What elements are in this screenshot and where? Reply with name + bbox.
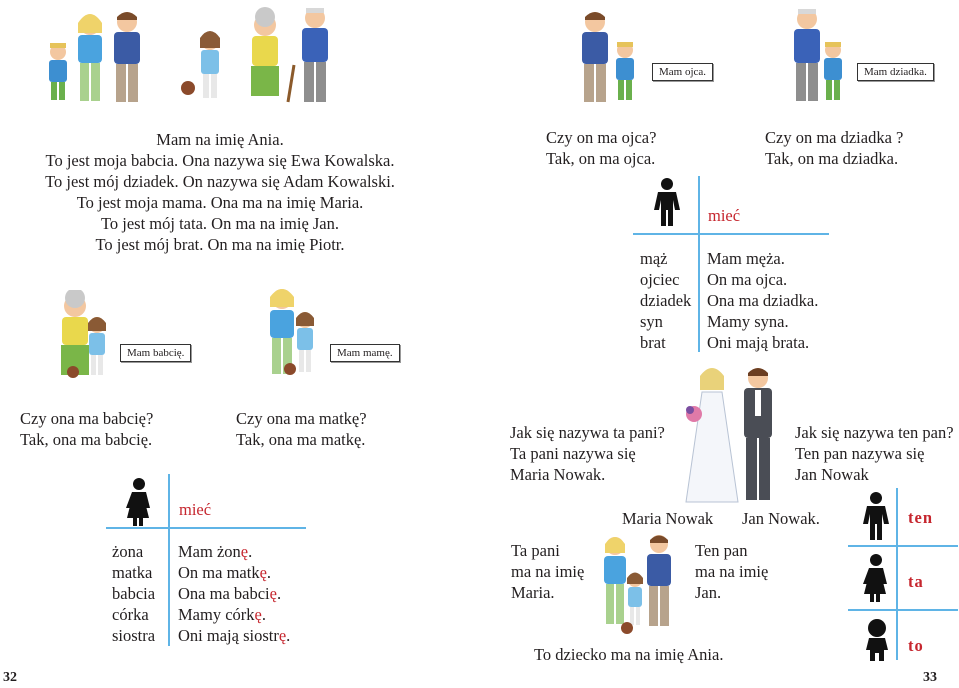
qa-babcia bbox=[20, 408, 153, 450]
noun: syn bbox=[640, 312, 663, 331]
noun: brat bbox=[640, 333, 666, 352]
pani-question bbox=[510, 422, 665, 485]
table-header-miec: mieć bbox=[708, 206, 741, 225]
family-illustration bbox=[20, 5, 340, 105]
page-number-left: 32 bbox=[3, 670, 17, 685]
sentence: Mamy córkę. bbox=[178, 605, 266, 624]
answer: Ten pan nazywa się bbox=[795, 444, 925, 463]
answer: Tak, on ma ojca. bbox=[546, 149, 656, 168]
question: Czy on ma dziadka ? bbox=[765, 128, 904, 147]
sentence: Oni mają brata. bbox=[707, 333, 810, 352]
child-silhouette-icon bbox=[860, 617, 894, 663]
question: Czy ona ma babcię? bbox=[20, 409, 154, 428]
ta-pani-text bbox=[511, 540, 584, 603]
noun: matka bbox=[112, 563, 153, 582]
fem-sentences bbox=[178, 541, 290, 646]
table-divider bbox=[168, 474, 170, 646]
line: Ta pani bbox=[511, 541, 560, 560]
noun: babcia bbox=[112, 584, 156, 603]
question: Jak się nazywa ten pan? bbox=[795, 423, 954, 442]
pronoun-ta: ta bbox=[908, 572, 924, 591]
man-silhouette-icon bbox=[858, 490, 894, 542]
speech-bubble-mam-dziadka: Mam dziadka. bbox=[857, 63, 934, 81]
line: Maria. bbox=[511, 583, 555, 602]
man-silhouette-icon bbox=[648, 176, 686, 228]
table-divider bbox=[633, 233, 829, 235]
sentence: Ona ma babcię. bbox=[178, 584, 282, 603]
sentence: Mam żonę. bbox=[178, 542, 253, 561]
father-son-illustration bbox=[575, 8, 645, 106]
family-small-illustration bbox=[597, 530, 687, 640]
question: Jak się nazywa ta pani? bbox=[510, 423, 665, 442]
line: Ten pan bbox=[695, 541, 748, 560]
noun: żona bbox=[112, 542, 144, 561]
intro-line: To jest mój dziadek. On nazywa się Adam Kowalski. bbox=[45, 172, 395, 191]
table-divider bbox=[698, 176, 700, 352]
fem-nouns bbox=[112, 541, 155, 646]
father-figure bbox=[114, 12, 140, 102]
answer: Maria Nowak. bbox=[510, 465, 606, 484]
question: Czy on ma ojca? bbox=[546, 128, 657, 147]
answer: Ta pani nazywa się bbox=[510, 444, 636, 463]
intro-line: Mam na imię Ania. bbox=[156, 130, 284, 149]
noun: dziadek bbox=[640, 291, 692, 310]
answer: Tak, on ma dziadka. bbox=[765, 149, 899, 168]
mascu-sentences bbox=[707, 248, 818, 353]
answer: Tak, ona ma babcię. bbox=[20, 430, 153, 449]
speech-bubble-mam-babcie: Mam babcię. bbox=[120, 344, 191, 362]
noun: ojciec bbox=[640, 270, 680, 289]
qa-dziadek bbox=[765, 127, 903, 169]
grandfather-boy-illustration bbox=[785, 5, 855, 105]
question: Czy ona ma matkę? bbox=[236, 409, 367, 428]
grandmother-figure bbox=[251, 7, 279, 96]
speech-bubble-mam-ojca: Mam ojca. bbox=[652, 63, 713, 81]
pronoun-to: to bbox=[908, 636, 924, 655]
girl-figure bbox=[181, 31, 220, 98]
line: ma na imię bbox=[511, 562, 585, 581]
ten-pan-text bbox=[695, 540, 768, 603]
pronoun-divider bbox=[848, 609, 958, 611]
bride-label: Maria Nowak bbox=[622, 509, 714, 528]
noun: mąż bbox=[640, 249, 668, 268]
noun: córka bbox=[112, 605, 149, 624]
line: ma na imię bbox=[695, 562, 769, 581]
sentence: Mam męża. bbox=[707, 249, 785, 268]
mascu-nouns bbox=[640, 248, 691, 353]
pan-question bbox=[795, 422, 954, 485]
answer: Jan Nowak bbox=[795, 465, 869, 484]
sentence: On ma matkę. bbox=[178, 563, 272, 582]
sentence: Ona ma dziadka. bbox=[707, 291, 819, 310]
sentence: On ma ojca. bbox=[707, 270, 788, 289]
table-divider bbox=[106, 527, 306, 529]
qa-ojciec bbox=[546, 127, 656, 169]
sentence: Oni mają siostrę. bbox=[178, 626, 291, 645]
wedding-couple-illustration bbox=[680, 362, 790, 507]
intro-line: To jest mój tata. On ma na imię Jan. bbox=[100, 214, 340, 233]
grandfather-figure bbox=[288, 8, 328, 102]
mother-girl-illustration bbox=[260, 285, 330, 385]
boy-figure bbox=[49, 43, 67, 100]
intro-paragraph bbox=[20, 129, 420, 255]
intro-line: To jest moja mama. Ona ma na imię Maria. bbox=[76, 193, 364, 212]
mother-figure bbox=[78, 14, 102, 101]
pronoun-divider bbox=[896, 488, 898, 660]
qa-matka bbox=[236, 408, 367, 450]
intro-line: To jest mój brat. On ma na imię Piotr. bbox=[95, 235, 345, 254]
woman-silhouette-icon bbox=[858, 552, 894, 604]
grandmother-girl-illustration bbox=[55, 290, 125, 385]
woman-silhouette-icon bbox=[120, 476, 158, 528]
groom-label: Jan Nowak. bbox=[742, 509, 820, 528]
sentence: Mamy syna. bbox=[707, 312, 789, 331]
page-number-right: 33 bbox=[923, 670, 937, 685]
speech-bubble-mam-mame: Mam mamę. bbox=[330, 344, 400, 362]
pronoun-ten: ten bbox=[908, 508, 933, 527]
table-header-miec: mieć bbox=[179, 500, 212, 519]
noun: siostra bbox=[112, 626, 156, 645]
answer: Tak, ona ma matkę. bbox=[236, 430, 366, 449]
pronoun-divider bbox=[848, 545, 958, 547]
child-sentence: To dziecko ma na imię Ania. bbox=[534, 645, 724, 664]
intro-line: To jest moja babcia. Ona nazywa się Ewa Kowalska. bbox=[45, 151, 395, 170]
line: Jan. bbox=[695, 583, 722, 602]
